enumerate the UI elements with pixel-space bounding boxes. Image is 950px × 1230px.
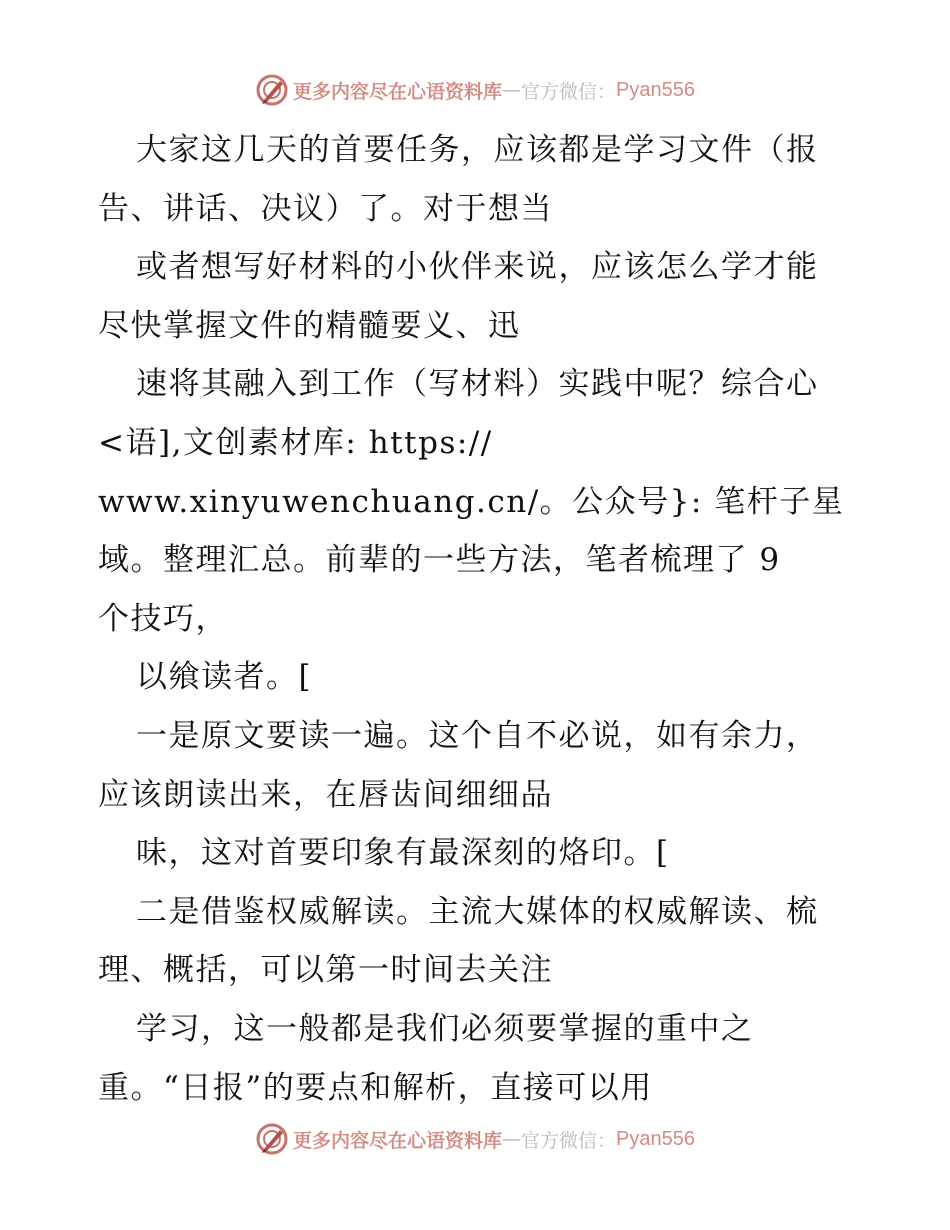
- text-line: 大家这几天的首要任务，应该都是学习文件（报: [136, 132, 819, 168]
- text-line: 重。“日报”的要点和解析，直接可以用: [98, 1069, 653, 1106]
- text-line: 一是原文要读一遍。这个自不必说，如有余力，: [136, 717, 819, 754]
- text-line: 尽快掌握文件的精髓要义、迅: [98, 307, 521, 344]
- text-line: www.xinyuwenchuang.cn/。公众号}: 笔杆子星: [98, 483, 845, 520]
- text-line: 速将其融入到工作（写材料）实践中呢？综合心: [136, 366, 819, 403]
- text-line: 学习，这一般都是我们必须要掌握的重中之: [136, 1010, 754, 1047]
- text-line: 或者想写好材料的小伙伴来说，应该怎么学才能: [136, 249, 819, 286]
- text-line: 二是借鉴权威解读。主流大媒体的权威解读、梳: [136, 893, 819, 930]
- text-line: 以飨读者。[: [136, 659, 313, 696]
- watermark-brand: 更多内容尽在心语资料库: [293, 80, 503, 103]
- text-line: 理、概括，可以第一时间去关注: [98, 952, 553, 989]
- text-line: 味，这对首要印象有最深刻的烙印。[: [136, 835, 670, 872]
- header-watermark: [0, 72, 950, 108]
- document-body: [98, 121, 858, 1117]
- watermark-separator: —: [502, 1128, 522, 1150]
- pen-logo-icon: [255, 1122, 289, 1156]
- watermark-official: 官方微信：: [521, 1129, 617, 1152]
- text-line: 应该朗读出来，在唇齿间细细品: [98, 776, 553, 813]
- pen-logo-icon: [255, 73, 289, 107]
- watermark-account: Pyan556: [616, 78, 695, 101]
- footer-watermark: [0, 1121, 950, 1157]
- watermark-account: Pyan556: [616, 1127, 695, 1150]
- text-line: 个技巧，: [98, 600, 228, 637]
- text-line: 告、讲话、决议）了。对于想当: [98, 190, 553, 227]
- text-line: 域。整理汇总。前辈的一些方法，笔者梳理了 9: [98, 542, 781, 579]
- text-line: <语],文创素材库: https://: [98, 424, 493, 461]
- watermark-separator: —: [502, 79, 522, 101]
- watermark-official: 官方微信：: [521, 80, 617, 103]
- watermark-brand: 更多内容尽在心语资料库: [293, 1129, 503, 1152]
